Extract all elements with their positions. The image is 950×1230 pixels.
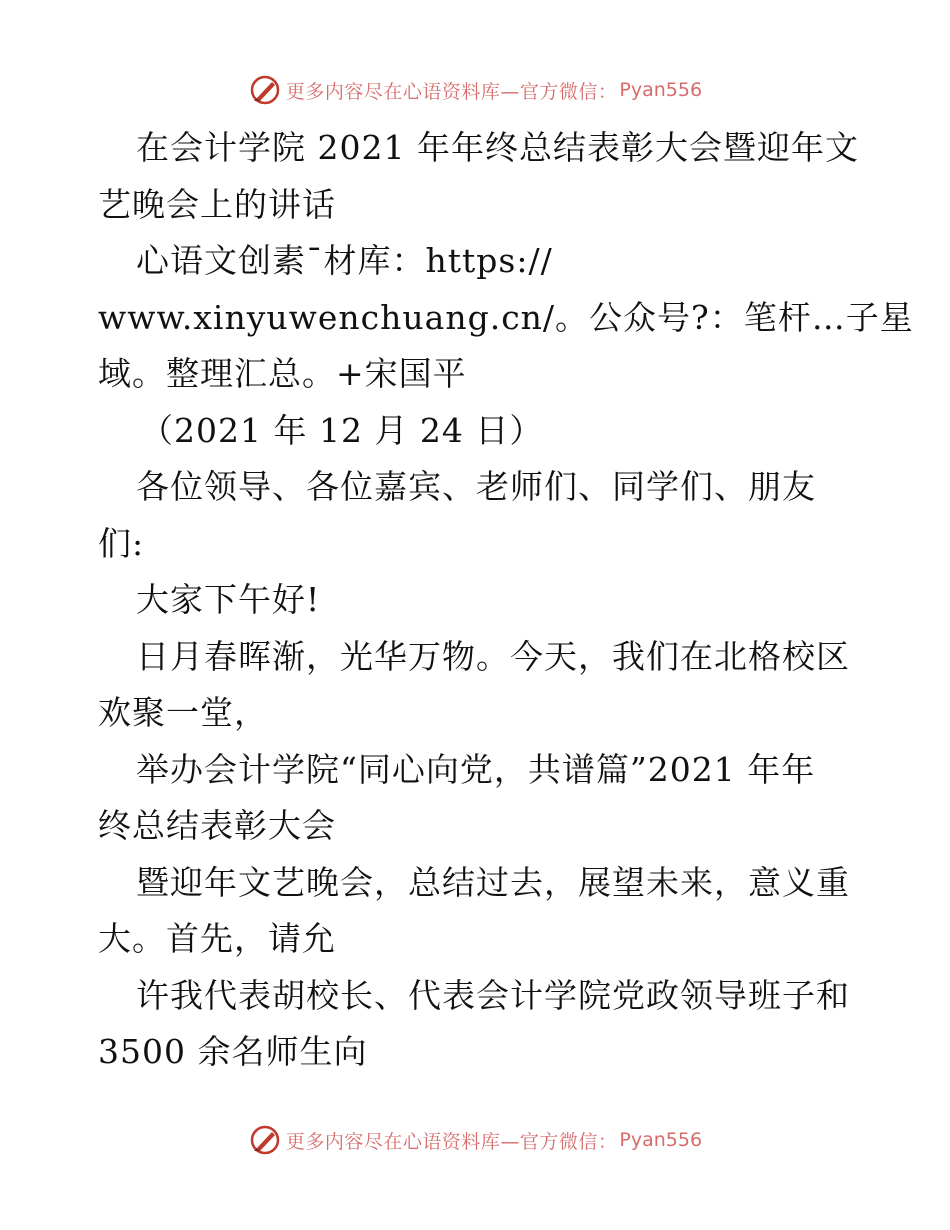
paragraph-line-8: 3500 余名师生向	[98, 1032, 368, 1071]
salutation-line-2: 们:	[98, 523, 145, 563]
paragraph-line-6: 大。首先，请允	[98, 919, 336, 958]
title-line-2: 艺晚会上的讲话	[98, 184, 336, 224]
header-watermark	[0, 70, 950, 110]
watermark-text: 更多内容尽在心语资料库—官方微信：	[285, 1130, 618, 1153]
footer-watermark	[0, 1120, 950, 1160]
document-body	[98, 120, 914, 1081]
pen-logo-icon	[248, 73, 282, 107]
paragraph-line-7: 许我代表胡校长、代表会计学院党政领导班子和	[136, 975, 850, 1015]
watermark-account: Pyan556	[619, 79, 703, 101]
source-line-1: 心语文创素¯材库：https://	[136, 241, 553, 280]
source-line-2: www.xinyuwenchuang.cn/。公众号?：笔杆…子星	[98, 297, 914, 337]
paragraph-line-5: 暨迎年文艺晚会，总结过去，展望未来，意义重	[136, 862, 850, 902]
greeting-line: 大家下午好!	[136, 580, 321, 619]
watermark-account: Pyan556	[619, 1129, 703, 1151]
paragraph-line-3: 举办会计学院“同心向党，共谱篇”2021 年年	[136, 749, 816, 789]
paragraph-line-2: 欢聚一堂，	[98, 693, 268, 732]
paragraph-line-1: 日月春晖渐，光华万物。今天，我们在北格校区	[136, 636, 850, 676]
watermark-text: 更多内容尽在心语资料库—官方微信：	[285, 80, 618, 103]
salutation-line-1: 各位领导、各位嘉宾、老师们、同学们、朋友	[136, 467, 816, 506]
pen-logo-icon	[248, 1123, 282, 1157]
title-line-1: 在会计学院 2021 年年终总结表彰大会暨迎年文	[136, 128, 859, 167]
date-line: （2021 年 12 月 24 日）	[140, 410, 544, 450]
source-line-3: 域。整理汇总。+宋国平	[98, 354, 467, 393]
paragraph-line-4: 终总结表彰大会	[98, 806, 336, 845]
